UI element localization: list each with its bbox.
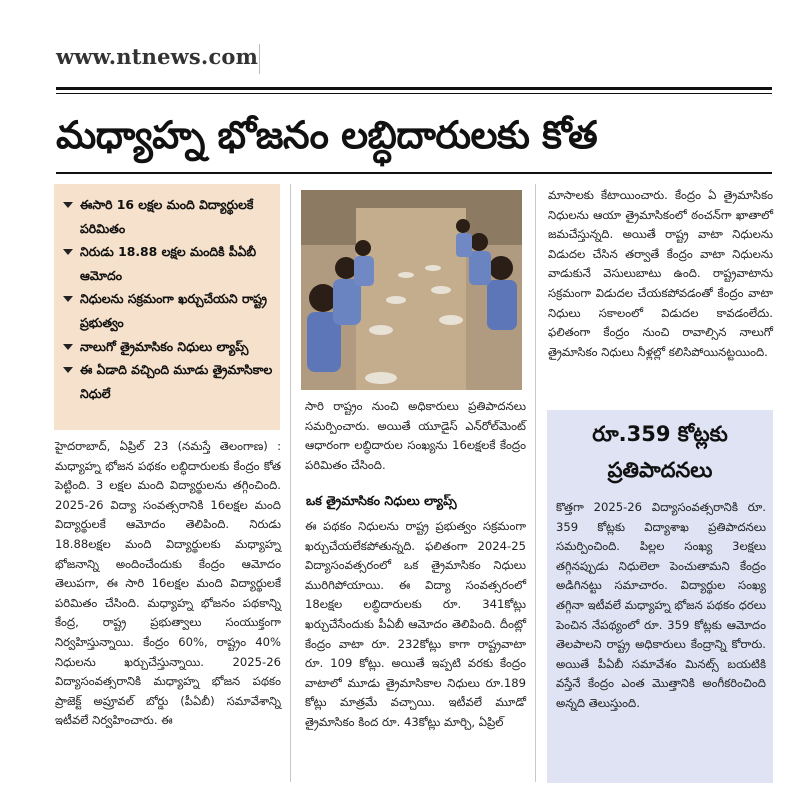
article-column-3 [548,186,773,362]
summary-point-text: ఈసారి 16 లక్షల మంది విద్యార్థులకే పరిమితం [80,197,254,236]
summary-point-text: నిధులను సక్రమంగా ఖర్చుచేయని రాష్ట్ర ప్రభుత్వం [80,291,268,330]
summary-point [54,335,274,359]
child-head [335,257,357,279]
top-rule [56,87,772,90]
summary-point [54,193,274,240]
article-paragraph: మాసాలకు కేటాయించారు. కేంద్రం ఏ త్రైమాసికం నిధులను ఆయా త్రైమాసికంలో ఠంచన్‌గా ఖాతాలో జమచేస్తున్నది. అయితే రాష్ట్ర వాటా నిధులను విడుదల చేసిన తర్వాతే కేంద్రం వాటా నిధులను వాడుకునే వెసులుబాటు ఉంది. రాష్ట్రవాటాను సక్రమంగా విడుదల చేయకపోవడంతో కేంద్రం వాటా నిధులు సకాలంలో విడుదల కావడంలేదు. ఫలితంగా కేంద్రం నుంచి రావాల్సిన నాలుగో త్రైమాసికం నిధులు నీళ్లల్లో కలిసిపోయినట్టయింది. [548,188,773,359]
summary-point [54,240,274,287]
headline-rule [56,172,772,174]
triangle-bullet-icon [63,249,73,255]
child-body [469,251,491,285]
plate [386,296,406,304]
child-head [309,284,337,312]
site-url: www.ntnews.com [56,44,259,69]
summary-box [54,184,280,430]
summary-point-text: ఈ ఏడాది వచ్చింది మూడు త్రైమాసికాల నిధులే [80,362,273,401]
triangle-bullet-icon [63,202,73,208]
school-children-eating-meal-photo [301,190,522,390]
child-body [354,256,374,286]
headline: మధ్యాహ్న భోజనం లబ్ధిదారులకు కోత [56,113,598,157]
article-paragraph: ఈ పథకం నిధులను రాష్ట్ర ప్రభుత్వం సక్రమంగా ఖర్చుచేయలేకపోతున్నది. ఫలితంగా 2024-25 విద్యాసంవత్సరంలో ఒక త్రైమాసికం నిధులు మురిగిపోయాయి. ఈ విద్యా సంవత్సరంలో 18లక్షల లబ్ధిదారులకు రూ. 341కోట్లు ఖర్చుచేసేందుకు పీఏబీ ఆమోదం తెలిపింది. దీంట్లో కేంద్రం వాటా రూ. 232కోట్లు కాగా రాష్ట్రవాటా రూ. 109 కోట్లు. అయితే ఇప్పటి వరకు కేంద్రం వాటాలో మూడు త్రైమాసికాల నిధులు రూ.189 కోట్లు మాత్రమే వచ్చాయి. ఇటీవలే మూడో త్రైమాసికం కింద రూ. 43కోట్లు మార్చి, ఏప్రిల్ [305,519,526,729]
triangle-bullet-icon [63,296,73,302]
plate [365,372,397,384]
photo-aisle [356,208,466,390]
child-body [456,233,472,257]
article-paragraph: హైదరాబాద్, ఏప్రిల్ 23 (నమస్తే తెలంగాణ) : మధ్యాహ్న భోజన పథకం లబ్ధిదారులకు కేంద్రం కోత పెట్టింది. 3 లక్షల మంది విద్యార్థులను తగ్గించింది. 2025-26 విద్యా సంవత్సరానికి 16లక్షల మంది విద్యార్థులకే ఆమోదం తెలిపింది. నిరుడు 18.88లక్షల మంది విద్యార్థులకు మధ్యాహ్న భోజనాన్ని అందించేందుకు కేంద్రం ఆమోదం తెలుపగా, ఈ సారి 16లక్షల మంది విద్యార్థులకే పరిమితం చేసింది. మధ్యాహ్న భోజనం పథకాన్ని కేంద్ర, రాష్ట్ర ప్రభుత్వాలు సంయుక్తంగా నిర్వహిస్తున్నాయి. కేంద్రం 60%, రాష్ట్రం 40% నిధులను ఖర్చుచేస్తున్నాయి. 2025-26 విద్యాసంవత్సరానికి మధ్యాహ్న భోజన పథకం ప్రాజెక్ట్ అప్రూవల్ బోర్డు (పీఏబీ) సమావేశాన్ని ఇటీవలే నిర్వహించారు. ఈ [55,439,281,728]
summary-point [54,358,274,405]
plate [398,272,414,278]
child-head [456,219,470,233]
section-subheading: ఒక త్రైమాసికం నిధులు ల్యాప్స్ [306,493,457,508]
plate [369,325,393,335]
triangle-bullet-icon [63,367,73,373]
triangle-bullet-icon [63,344,73,350]
summary-point-text: నాలుగో త్రైమాసికం నిధులు ల్యాప్స్ [80,338,249,354]
photo-illustration [301,190,522,390]
summary-point-text: నిరుడు 18.88 లక్షల మందికి పీఏబీ ఆమోదం [80,244,257,283]
child-head [489,256,513,280]
child-body [487,280,517,330]
child-head [470,233,488,251]
plate [439,315,463,325]
plate [431,286,451,294]
top-rule-thin [56,93,772,94]
summary-point [54,287,274,334]
article-column-2-bottom [305,517,526,733]
article-column-2-top [305,397,526,475]
child-head [355,240,371,256]
sidebar-paragraph: కొత్తగా 2025-26 విద్యాసంవత్సరానికి రూ. 359 కోట్లకు విద్యాశాఖ ప్రతిపాదనలు సమర్పించింది. పిల్లల సంఖ్య 3లక్షలు తగ్గినప్పుడు నిధులెలా పెంచుతామని కేంద్రం అడిగినట్టు సమాచారం. విద్యార్థుల సంఖ్య తగ్గినా ఇటీవలే మధ్యాహ్న భోజన పథకం ధరలు పెంచిన నేపథ్యంలో రూ. 359 కోట్లకు ఆమోదం తెలపాలని రాష్ట్ర అధికారులు కేంద్రాన్ని కోరారు. అయితే పీఏబీ సమావేశం మినట్స్ బయటికి వస్తేనే కేంద్రం ఎంత మొత్తానికి అంగీకరించింది అన్నది తెలుస్తుంది. [556,500,766,710]
article-column-1 [55,437,281,731]
plate [425,265,441,271]
column-divider [290,184,291,782]
masthead-divider [259,44,260,74]
sidebar-body [556,498,766,714]
column-divider [535,184,536,782]
summary-list [54,184,280,405]
sidebar-title: రూ.359 కోట్లకు ప్రతిపాదనలు [592,422,728,482]
article-paragraph: సారి రాష్ట్రం నుంచి అధికారులు ప్రతిపాదనలు సమర్పించారు. అయితే యూడైస్ ఎన్‌రోల్‌మెంట్ ఆధారంగా లబ్ధిదారుల సంఖ్యను 16లక్షలకే కేంద్రం పరిమితం చేసింది. [305,399,526,472]
child-body [333,279,361,325]
